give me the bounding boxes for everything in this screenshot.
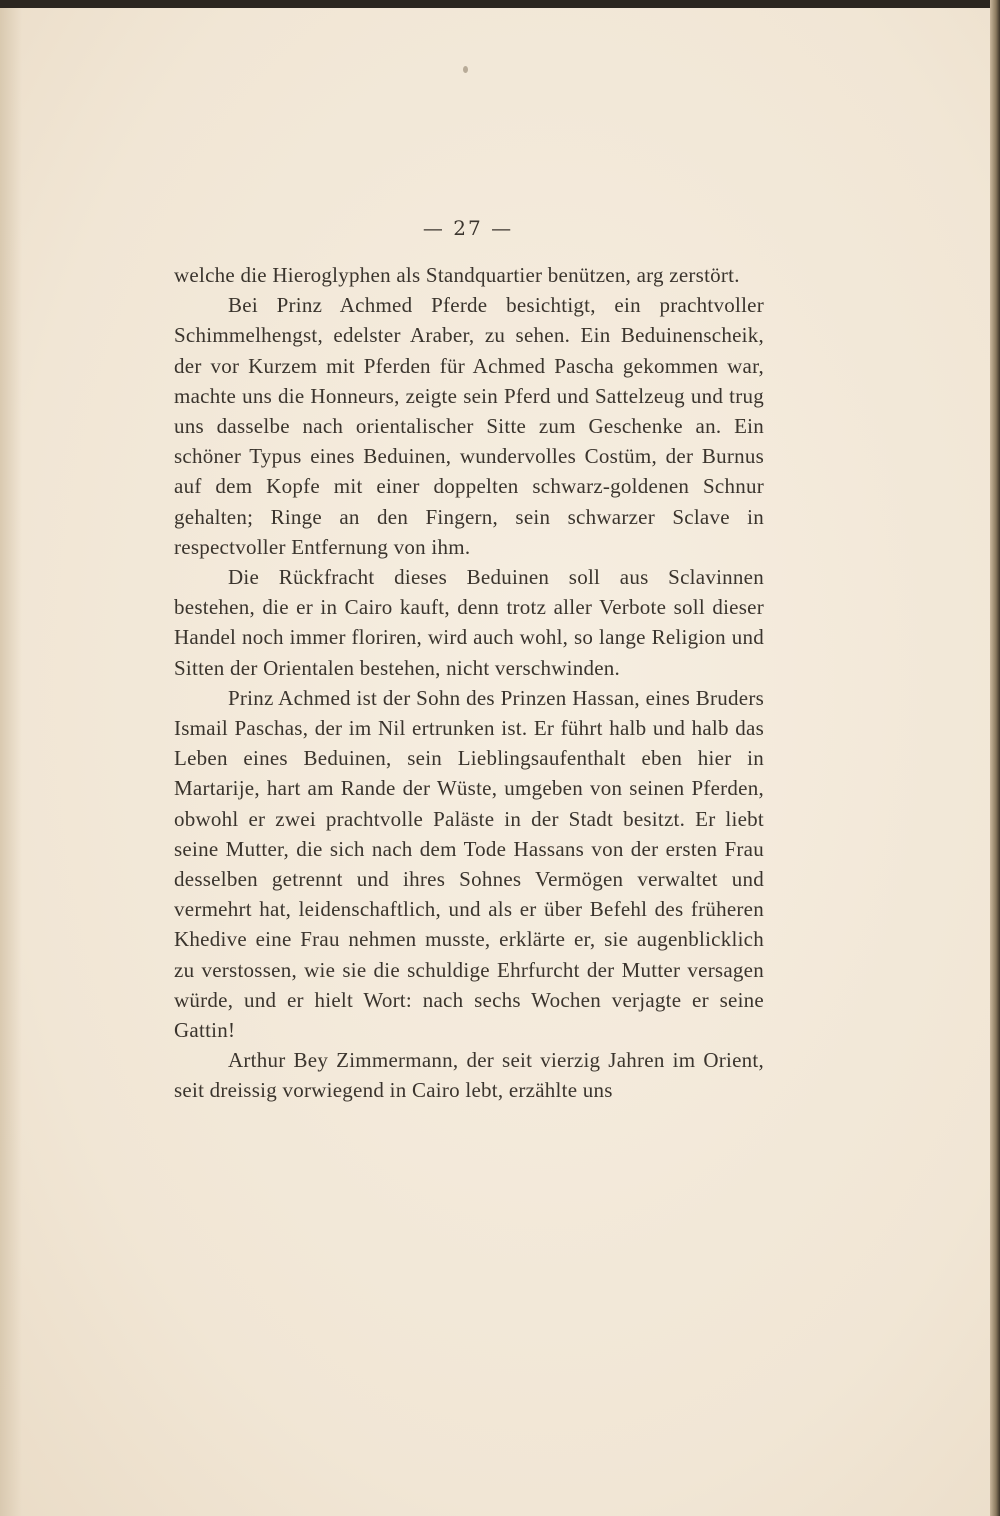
paper-speck bbox=[463, 66, 468, 73]
paragraph-1: welche die Hieroglyphen als Standquartier benützen, arg zerstört. bbox=[174, 263, 740, 287]
book-edge bbox=[990, 0, 1000, 1516]
book-page bbox=[0, 8, 990, 1516]
paragraph-4: Prinz Achmed ist der Sohn des Prinzen Hassan, eines Bruders Ismail Paschas, der im Nil ertrunken ist. Er führt halb und halb das Leben eines Beduinen, sein Lieblingsaufenthalt eben hier in Martarije, hart am Rande der Wüste, umgeben von seinen Pferden, obwohl er zwei prachtvolle Paläste in der Stadt besitzt. Er liebt seine Mutter, die sich nach dem Tode Hassans von der ersten Frau desselben getrennt und ihres Sohnes Vermögen verwaltet und vermehrt hat, leidenschaftlich, und als er über Befehl des früheren Khedive eine Frau nehmen musste, erklärte er, sie augenblicklich zu verstossen, wie sie die schuldige Ehrfurcht der Mutter versagen würde, und er hielt Wort: nach sechs Wochen verjagte er seine Gattin! bbox=[174, 685, 764, 1043]
paragraph-2: Bei Prinz Achmed Pferde besichtigt, ein prachtvoller Schimmelhengst, edelster Araber, zu sehen. Ein Beduinenscheik, der vor Kurzem mit Pferden für Achmed Pascha gekommen war, machte uns die Honneurs, zeigte sein Pferd und Sattelzeug und trug uns dasselbe nach orientalischer Sitte zum Geschenke an. Ein schöner Typus eines Beduinen, wundervolles Costüm, der Burnus auf dem Kopfe mit einer doppelten schwarz-goldenen Schnur gehalten; Ringe an den Fingern, sein schwarzer Sclave in respectvoller Entfernung von ihm. bbox=[174, 293, 764, 559]
paragraph-3: Die Rückfracht dieses Beduinen soll aus Sclavinnen bestehen, die er in Cairo kauft, denn trotz aller Verbote soll dieser Handel noch immer floriren, wird auch wohl, so lange Religion und Sitten der Orientalen bestehen, nicht verschwinden. bbox=[174, 565, 764, 680]
paragraph-5: Arthur Bey Zimmermann, der seit vierzig Jahren im Orient, seit dreissig vorwiegend in Cairo lebt, erzählte uns bbox=[174, 1048, 764, 1103]
page-number: — 27 — bbox=[422, 216, 514, 240]
body-text bbox=[174, 260, 764, 1106]
